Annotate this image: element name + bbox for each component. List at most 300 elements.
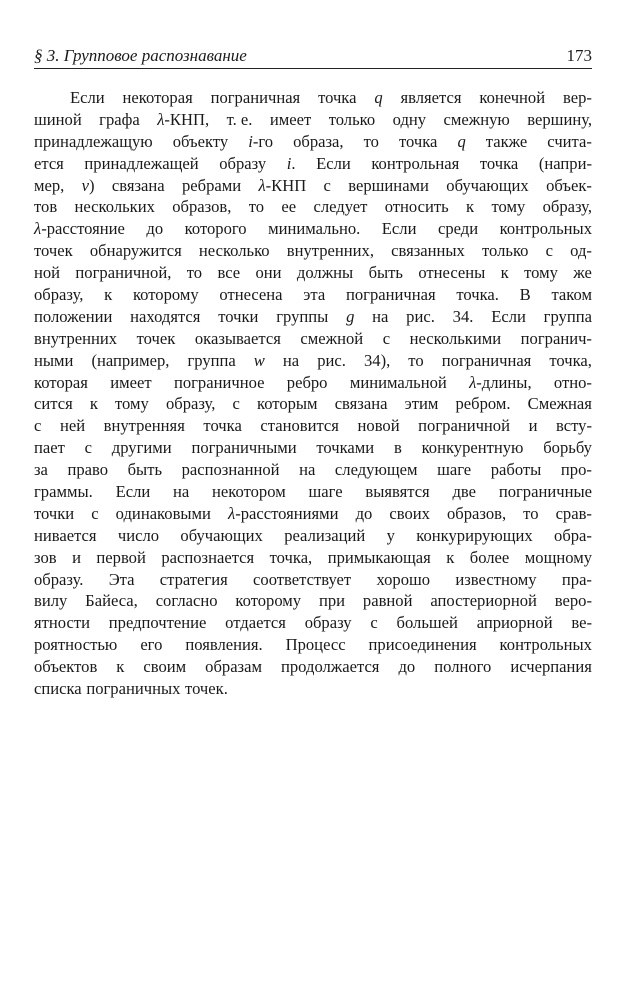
word-text: Если [115, 482, 151, 502]
word [34, 481, 93, 503]
word-text: конкурентную [421, 438, 524, 458]
word-text: у [386, 525, 395, 545]
word [523, 503, 538, 525]
word [286, 634, 346, 656]
math-symbol: λ [157, 109, 165, 129]
text-line [34, 634, 592, 656]
word [393, 109, 426, 131]
word-text: точка [479, 153, 519, 173]
word-text: одинаковыми [115, 503, 211, 523]
text-line [34, 415, 592, 437]
word [217, 262, 240, 284]
word [571, 612, 592, 634]
word-text: пограничная [441, 350, 532, 370]
word [324, 175, 331, 197]
word [268, 218, 360, 240]
word-text: с [382, 328, 391, 348]
word-text: образов, [446, 503, 507, 523]
word [34, 153, 64, 175]
word-text: списка [34, 679, 82, 699]
word [255, 262, 281, 284]
word-text: точка [318, 88, 357, 107]
word [573, 262, 592, 284]
word-text: эта [303, 285, 326, 305]
word-text: пограничной, [75, 263, 172, 283]
word-text: становится [260, 416, 339, 436]
word [232, 393, 239, 415]
text-line [34, 547, 592, 569]
word-text: точек [34, 241, 73, 261]
word [276, 306, 328, 328]
word [34, 634, 117, 656]
word-text: которая [34, 372, 88, 392]
word [34, 131, 153, 153]
word [90, 393, 98, 415]
word-text: -го [252, 131, 274, 151]
word [382, 218, 417, 240]
word [160, 569, 228, 591]
word-text: ребрами [181, 175, 242, 195]
word [453, 306, 474, 328]
word-text: т. е. [226, 109, 253, 129]
word-text: точка, [549, 350, 592, 370]
word-text: тому [524, 263, 558, 283]
word-text: образам [205, 657, 262, 677]
word [75, 262, 171, 284]
word [369, 262, 403, 284]
text-line [34, 569, 592, 591]
word [438, 218, 478, 240]
word-text: другими [111, 438, 172, 458]
word-text: граммы. [34, 482, 93, 502]
word-text: вилу [34, 591, 68, 611]
word [469, 372, 532, 394]
word [34, 196, 57, 218]
word [491, 306, 526, 328]
word-text: точки [34, 503, 75, 523]
word [437, 459, 471, 481]
word [140, 634, 162, 656]
word-text: своим [143, 657, 187, 677]
word [182, 459, 280, 481]
word [34, 678, 82, 700]
word [486, 131, 528, 153]
word-text: некотором [212, 482, 286, 502]
word [235, 590, 301, 612]
word [300, 328, 363, 350]
word [34, 569, 83, 591]
word [70, 87, 105, 109]
text-line [34, 678, 592, 700]
word [397, 612, 458, 634]
word-text: они [255, 263, 282, 283]
text-line [34, 481, 592, 503]
word [60, 415, 85, 437]
word-text: быть [368, 263, 403, 283]
word-text: образу [219, 153, 267, 173]
word [166, 393, 215, 415]
word-text: ве- [571, 613, 592, 633]
word-text: с [323, 175, 331, 195]
word [260, 415, 339, 437]
word [350, 372, 447, 394]
word [174, 372, 265, 394]
word [91, 350, 169, 372]
word-text: равной [362, 591, 413, 611]
word-text: следует [313, 197, 368, 217]
word [318, 87, 356, 109]
word [191, 437, 296, 459]
word-text: при [318, 591, 346, 611]
text-line [34, 306, 592, 328]
word [104, 415, 185, 437]
word-text: пограничная [210, 88, 301, 107]
word-text: примыкающая [327, 547, 431, 567]
word-text: положении [34, 306, 113, 326]
word-text: шаге [437, 460, 472, 480]
word [228, 503, 339, 525]
word [561, 459, 592, 481]
word [499, 481, 592, 503]
word [248, 131, 273, 153]
word-text: является [400, 88, 462, 107]
word [99, 109, 140, 131]
word [319, 590, 345, 612]
word-text: Если [70, 88, 105, 107]
word [466, 196, 474, 218]
word-text: ными [34, 350, 74, 370]
word [364, 131, 379, 153]
word-text: работы [490, 460, 542, 480]
text-line [34, 656, 592, 678]
word-text: группа [543, 306, 592, 326]
text-line [34, 262, 592, 284]
word-text: распознается [161, 547, 255, 567]
word [34, 525, 97, 547]
word-text: право [67, 460, 109, 480]
word-text: следующем [334, 460, 418, 480]
word [457, 131, 465, 153]
word [143, 656, 186, 678]
word [156, 590, 218, 612]
word [316, 153, 351, 175]
word-text: предпочтение [108, 613, 207, 633]
word [422, 437, 524, 459]
word [84, 153, 198, 175]
word-text: известному [455, 569, 537, 589]
word-text: пограничными [191, 438, 297, 458]
word-text: внутренних, [286, 241, 374, 261]
word [34, 590, 67, 612]
word [284, 525, 365, 547]
word-text: вер- [562, 88, 592, 107]
word-text: образа, [293, 131, 344, 151]
word-text: также [485, 131, 528, 151]
word-text: к [89, 394, 98, 414]
word [376, 569, 430, 591]
word-text: обучающих [180, 525, 263, 545]
word [203, 415, 241, 437]
word-text: которому [132, 285, 199, 305]
word-text: пограничная [345, 285, 436, 305]
word [546, 240, 553, 262]
word-text: на [372, 306, 389, 326]
word-text: с [91, 503, 99, 523]
word [270, 109, 311, 131]
word [173, 131, 228, 153]
math-symbol: λ [258, 175, 266, 195]
word-text: (напри- [538, 153, 592, 173]
word-text: нескольких [74, 197, 155, 217]
word-text: отно- [553, 372, 592, 392]
word [299, 459, 315, 481]
text-line [34, 284, 592, 306]
word [75, 196, 155, 218]
word-text: своих [389, 503, 430, 523]
word [442, 350, 532, 372]
word [398, 656, 415, 678]
word-text: шиной [34, 109, 82, 129]
word-text: ятности [34, 613, 90, 633]
word-text: рис. [406, 306, 435, 326]
math-symbol: w [253, 350, 265, 370]
word [82, 175, 95, 197]
word-text: до [355, 503, 373, 523]
word-text: обнаружится [89, 241, 182, 261]
word [418, 262, 485, 284]
word [118, 525, 159, 547]
word-text: согласно [155, 591, 218, 611]
word-text: зов [34, 547, 57, 567]
text-line [34, 350, 592, 372]
word-text: сится [34, 394, 73, 414]
word-text: в [393, 438, 402, 458]
word-text: (например, [91, 350, 170, 370]
word [34, 656, 97, 678]
word [520, 284, 531, 306]
word [187, 350, 235, 372]
word-text: до [146, 219, 164, 239]
math-symbol: q [457, 131, 466, 151]
word-text: контрольная [371, 153, 460, 173]
word-text: то [248, 197, 265, 217]
word-text: точка. [456, 285, 499, 305]
word [477, 612, 553, 634]
word [115, 393, 149, 415]
word-text: контрольных [499, 219, 592, 239]
word [116, 481, 151, 503]
word [521, 328, 592, 350]
word-text: графа [99, 109, 140, 129]
word-text: таком [551, 285, 592, 305]
word-text: -КНП, [164, 109, 210, 129]
word [346, 306, 354, 328]
word [482, 240, 528, 262]
word-text: находятся [130, 306, 201, 326]
word-text: на [282, 350, 300, 370]
word-text: на [299, 460, 316, 480]
text-line [34, 196, 592, 218]
word [157, 109, 209, 131]
word [491, 196, 525, 218]
word [258, 175, 306, 197]
word-text: среди [437, 219, 479, 239]
word [356, 503, 373, 525]
word [456, 284, 499, 306]
word [34, 612, 90, 634]
word-text: реализаций [284, 525, 366, 545]
word-text: В [519, 285, 531, 305]
word [270, 547, 313, 569]
word [34, 262, 60, 284]
word-text: минимальной [349, 372, 447, 392]
word [528, 393, 592, 415]
word-text: одну [392, 109, 427, 129]
word [434, 656, 491, 678]
word-text: априорной [476, 613, 553, 633]
word [219, 284, 282, 306]
word-text: пограничной [418, 416, 510, 436]
word-text: про- [560, 460, 592, 480]
word-text: все [217, 263, 241, 283]
word-text: рис. [317, 350, 346, 370]
word-text: образу, [34, 285, 84, 305]
word [130, 306, 200, 328]
word [563, 87, 592, 109]
word-text: к [500, 263, 509, 283]
word-text: минимально. [268, 219, 361, 239]
word-text: то [186, 263, 203, 283]
word [335, 393, 388, 415]
word [34, 240, 73, 262]
word [446, 175, 528, 197]
word-text: только [482, 241, 529, 261]
word [34, 306, 112, 328]
word [34, 109, 82, 131]
word [137, 328, 176, 350]
word-text: счита- [547, 131, 592, 151]
text-line [34, 240, 592, 262]
word [86, 678, 180, 700]
word [34, 547, 57, 569]
word-text: роятностью [34, 635, 118, 655]
text-line [34, 153, 592, 175]
word-text: выявятся [365, 482, 430, 502]
text-line [34, 590, 592, 612]
word-text: точка, [269, 547, 313, 567]
word-text: образу, [165, 394, 216, 414]
word-text: образу [304, 613, 352, 633]
word-text: к [446, 547, 455, 567]
word-text: продолжается [281, 657, 380, 677]
word-text: нивается [34, 525, 97, 545]
word [385, 196, 449, 218]
word [287, 372, 328, 394]
word [452, 481, 476, 503]
word [305, 612, 352, 634]
word [225, 612, 286, 634]
word [370, 612, 377, 634]
word [546, 175, 592, 197]
text-line [34, 218, 592, 240]
text-line [34, 525, 592, 547]
word-text: внутренняя [103, 416, 185, 436]
text-line [34, 503, 592, 525]
word [551, 284, 592, 306]
word-text: точками [316, 438, 375, 458]
word-text: этим [404, 394, 439, 414]
word-text: ней [59, 416, 86, 436]
word-text: которым [256, 394, 318, 414]
word [570, 240, 592, 262]
word [173, 481, 189, 503]
word [527, 109, 592, 131]
word [211, 87, 301, 109]
word-text: с [370, 613, 378, 633]
word [219, 153, 266, 175]
word [72, 547, 81, 569]
word-text: конкурирующих [416, 525, 533, 545]
word-text: группа [187, 350, 236, 370]
math-symbol: g [346, 306, 355, 326]
word-text: и [528, 416, 538, 436]
word-text: с [232, 394, 240, 414]
word-text: . [291, 153, 296, 173]
word-text: и [72, 547, 81, 567]
word [172, 196, 231, 218]
word-text: точек. [185, 679, 228, 699]
word-text: вершинами [348, 175, 429, 195]
word-text: присоединения [368, 635, 477, 655]
word-text: с [84, 438, 93, 458]
word-text: две [452, 482, 477, 502]
word-text: образов, [172, 197, 232, 217]
word-text: отнесены [418, 263, 486, 283]
word [544, 306, 592, 328]
word [128, 459, 162, 481]
word [500, 634, 592, 656]
running-head: § 3. Групповое распознавание [34, 46, 247, 65]
word [185, 678, 228, 700]
word [287, 153, 296, 175]
word [195, 328, 281, 350]
word [410, 328, 502, 350]
word [525, 547, 592, 569]
word [34, 284, 83, 306]
math-symbol: i [286, 153, 292, 173]
page-number: 173 [566, 46, 592, 65]
word-text: связана [111, 175, 165, 195]
word [34, 415, 41, 437]
word [554, 372, 592, 394]
word-text: Если [316, 153, 351, 173]
word [447, 503, 506, 525]
word [109, 569, 135, 591]
word [161, 547, 254, 569]
word [556, 415, 592, 437]
word-text: веро- [554, 591, 592, 611]
word-text: оказывается [194, 328, 281, 348]
word-text: только [328, 109, 376, 129]
word-text: имеет [269, 109, 312, 129]
word-text: хорошо [376, 569, 431, 589]
word [405, 393, 439, 415]
word-text: пограничное [173, 372, 265, 392]
word-text: 34), [363, 350, 391, 370]
word [133, 284, 199, 306]
word-text: Если [491, 306, 526, 326]
math-symbol: λ [469, 372, 477, 392]
